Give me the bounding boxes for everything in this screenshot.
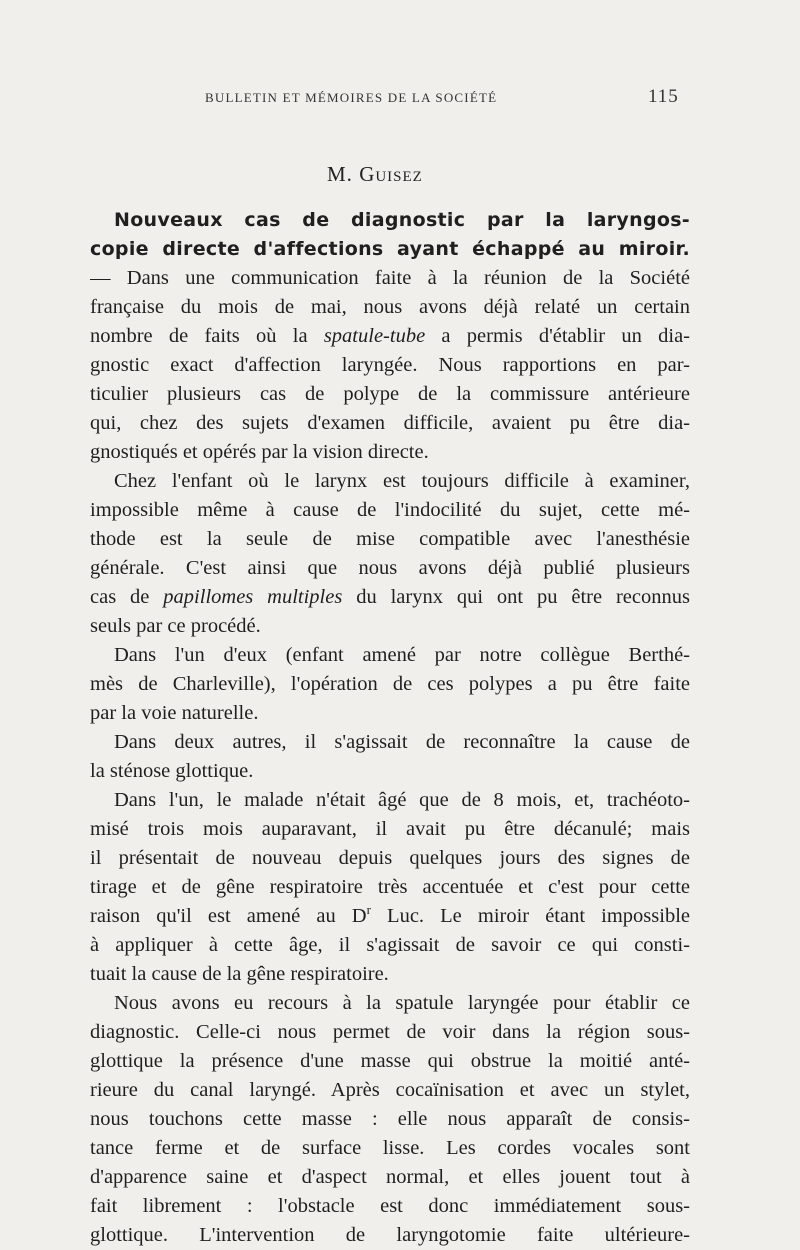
text-line: glottique la présence d'une masse qui obstrue la moitié anté-	[90, 1050, 690, 1072]
text-line: misé trois mois auparavant, il avait pu être décanulé; mais	[90, 818, 690, 840]
superscript: r	[366, 902, 371, 918]
text-line: qui, chez des sujets d'examen difficile, avaient pu être dia-	[90, 412, 690, 434]
text-line	[90, 322, 690, 351]
text-line: diagnostic. Celle-ci nous permet de voir dans la région sous-	[90, 1021, 690, 1043]
text-line: nous touchons cette masse : elle nous apparaît de consis-	[90, 1108, 690, 1130]
page-number: 115	[648, 86, 679, 107]
running-head: BULLETIN ET MÉMOIRES DE LA SOCIÉTÉ	[205, 90, 498, 105]
text-line: Chez l'enfant où le larynx est toujours difficile à examiner,	[114, 470, 690, 492]
author-heading	[327, 162, 423, 187]
text-run: du larynx qui ont pu être reconnus	[342, 586, 690, 608]
author-name: Guisez	[359, 162, 423, 186]
text-line: Dans deux autres, il s'agissait de reconnaître la cause de	[114, 731, 690, 753]
text-line: il présentait de nouveau depuis quelques jours des signes de	[90, 847, 690, 869]
text-line	[90, 583, 690, 612]
text-line: tance ferme et de surface lisse. Les cordes vocales sont	[90, 1137, 690, 1159]
text-run: cas de	[90, 586, 164, 608]
text-line: impossible même à cause de l'indocilité du sujet, cette mé-	[90, 499, 690, 521]
text-run: a permis d'établir un dia-	[425, 325, 690, 347]
text-line: générale. C'est ainsi que nous avons déjà publié plusieurs	[90, 557, 690, 579]
text-line: à appliquer à cette âge, il s'agissait de savoir ce qui consti-	[90, 934, 690, 956]
text-line: d'apparence saine et d'aspect normal, et elles jouent tout à	[90, 1166, 690, 1188]
text-line: rieure du canal laryngé. Après cocaïnisation et avec un stylet,	[90, 1079, 690, 1101]
text-line: Dans l'un, le malade n'était âgé que de 8 mois, et, trachéoto-	[114, 789, 690, 811]
text-line: fait librement : l'obstacle est donc immédiatement sous-	[90, 1195, 690, 1217]
text-run: Luc. Le miroir étant impossible	[370, 905, 690, 927]
text-line: tirage et de gêne respiratoire très accentuée et c'est pour cette	[90, 876, 690, 898]
italic-term: spatule-tube	[323, 325, 426, 347]
text-line: seuls par ce procédé.	[90, 615, 261, 637]
author-initial: M.	[327, 162, 360, 186]
text-line: glottique. L'intervention de laryngotomie faite ultérieure-	[90, 1224, 690, 1246]
article-body	[90, 206, 690, 1250]
text-line: gnostic exact d'affection laryngée. Nous rapportions en par-	[90, 354, 690, 376]
text-line: mès de Charleville), l'opération de ces polypes a pu être faite	[90, 673, 690, 695]
text-line: Nous avons eu recours à la spatule laryngée pour établir ce	[114, 992, 690, 1014]
text-line	[90, 902, 690, 931]
italic-term: papillomes multiples	[163, 586, 343, 608]
text-line: Dans l'un d'eux (enfant amené par notre collègue Berthé-	[114, 644, 690, 666]
text-line: thode est la seule de mise compatible avec l'anesthésie	[90, 528, 690, 550]
text-line: gnostiqués et opérés par la vision directe.	[90, 441, 429, 463]
text-line: française du mois de mai, nous avons déjà relaté un certain	[90, 296, 690, 318]
article-title-line-2: copie directe d'affections ayant échappé au miroir.	[90, 238, 690, 260]
text-line: par la voie naturelle.	[90, 702, 259, 724]
text-run: nombre de faits où la	[90, 325, 324, 347]
text-line: la sténose glottique.	[90, 760, 254, 782]
text-line: tuait la cause de la gêne respiratoire.	[90, 963, 389, 985]
text-line: — Dans une communication faite à la réunion de la Société	[90, 267, 690, 289]
article-title-line-1: Nouveaux cas de diagnostic par la laryngos-	[114, 209, 690, 231]
text-run: raison qu'il est amené au D	[90, 905, 367, 927]
text-line: ticulier plusieurs cas de polype de la commissure antérieure	[90, 383, 690, 405]
